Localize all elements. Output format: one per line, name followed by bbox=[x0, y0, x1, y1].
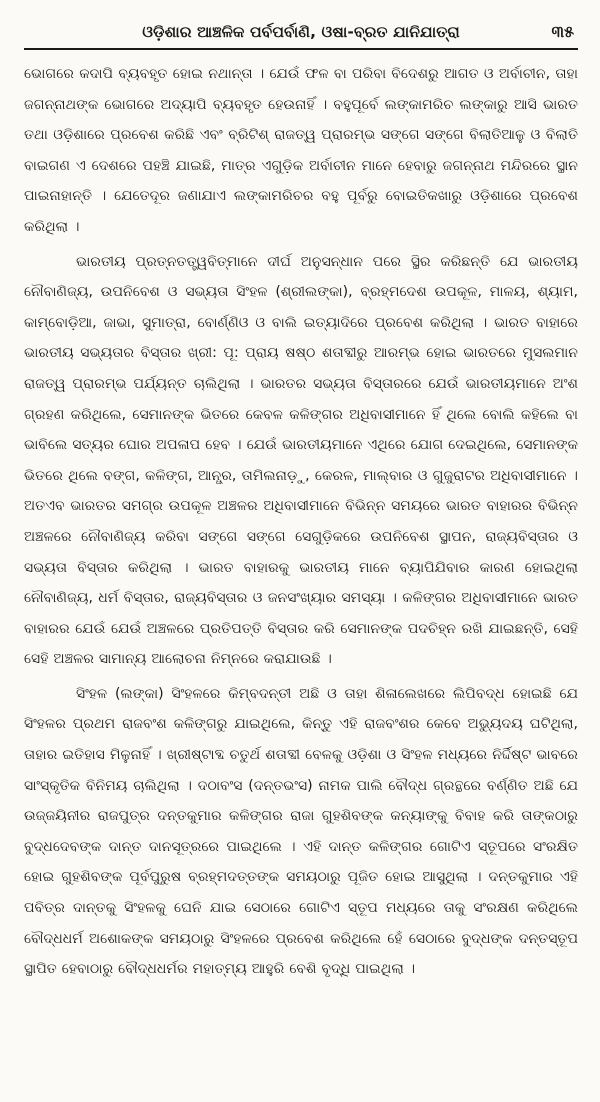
header-title: ଓଡ଼ିଶାର ଆଞ୍ଚଳିକ ପର୍ବପର୍ବାଣି, ଓଷା-ବ୍ରତ ଯାନିଯାତ୍ରା bbox=[142, 23, 460, 41]
paragraph-1: ଭୋଗରେ କଦାପି ବ୍ୟବହୃତ ହୋଇ ନଥାନ୍ତା । ଯେଉଁ ଫଳ ବା ପରିବା ବିଦେଶରୁ ଆଗତ ଓ ଅର୍ବାଚୀନ, ତାହା ଜଗନ୍ନାଥଙ୍କ ଭୋଗରେ ଅଦ୍ୟାପି ବ୍ୟବହୃତ ହେଉନାହିଁ । ବହୁପୂର୍ବେ ଲଙ୍କାମରିଚ ଲଙ୍କାରୁ ଆସି ଭାରତ ତଥା ଓଡ଼ିଶାରେ ପ୍ରବେଶ କରିଛି ଏବଂ ବ୍ରିଟିଶ୍ ରାଜତ୍ୱ ପ୍ରାରମ୍ଭ ସଙ୍ଗେ ସଙ୍ଗେ ବିଲାତିଆଳୁ ଓ ବିଲାତି ବାଇଗଣ ଏ ଦେଶରେ ପହଞ୍ଚି ଯାଇଛି, ମାତ୍ର ଏଗୁଡ଼ିକ ଅର୍ବାଚୀନ ମାନେ ହେବାରୁ ଜଗନ୍ନାଥ ମନ୍ଦିରରେ ସ୍ଥାନ ପାଇନାହାନ୍ତି । ଯେତେଦୂର ଜଣାଯାଏ ଲଙ୍କାମରିଚର ବହୁ ପୂର୍ବରୁ ବୋଇତିକଖାରୁ ଓଡ଼ିଶାରେ ପ୍ରବେଶ କରିଥିଲା । bbox=[24, 66, 578, 235]
paragraph-3: ସିଂହଳ (ଲଙ୍କା) ସିଂହଳରେ କିମ୍ବଦନ୍ତୀ ଅଛି ଓ ତାହା ଶିଳାଲେଖରେ ଲିପିବଦ୍ଧ ହୋଇଛି ଯେ ସିଂହଳର ପ୍ରଥମ ରାଜବଂଶ କଳିଙ୍ଗରୁ ଯାଇଥିଲେ, କିନ୍ତୁ ଏହି ରାଜବଂଶର କେବେ ଅଭ୍ୟୁଦୟ ଘଟିଥିଲା, ତାହାର ଇତିହାସ ମିଳୁନାହିଁ । ଖ୍ରୀଷ୍ଟାବ୍ଦ ଚତୁର୍ଥ ଶତାବ୍ଦୀ ବେଳକୁ ଓଡ଼ିଶା ଓ ସିଂହଳ ମଧ୍ୟରେ ନିର୍ଦ୍ଦିଷ୍ଟ ଭାବରେ ସାଂସ୍କୃତିକ ବିନିମୟ ଚାଲିଥିଲା । ଦଠାବଂସ (ଦନ୍ତଭଂସ) ନାମକ ପାଲି ବୌଦ୍ଧ ଗ୍ରନ୍ଥରେ ବର୍ଣ୍ଣିତ ଅଛି ଯେ ଉଜ୍ଜୟିନୀର ରାଜପୁତ୍ର ଦନ୍ତକୁମାର କଳିଙ୍ଗର ରାଜା ଗୁହଶିବଙ୍କ କନ୍ୟାଙ୍କୁ ବିବାହ କରି ତାଙ୍କଠାରୁ ବୁଦ୍ଧଦେବଙ୍କ ଦାନ୍ତ ଦାନସୂତ୍ରରେ ପାଇଥିଲେ । ଏହି ଦାନ୍ତ କଳିଙ୍ଗର ଗୋଟିଏ ସ୍ତୂପରେ ସଂରକ୍ଷିତ ହୋଇ ଗୁହଶିବଙ୍କ ପୂର୍ବପୁରୁଷ ବ୍ରହ୍ମଦତ୍ତଙ୍କ ସମୟଠାରୁ ପୂଜିତ ହୋଇ ଆସୁଥିଲା । ଦନ୍ତକୁମାର ଏହି ପବିତ୍ର ଦାନ୍ତକୁ ସିଂହଳକୁ ଘେନି ଯାଇ ସେଠାରେ ଗୋଟିଏ ସ୍ତୂପ ମଧ୍ୟରେ ତାକୁ ସଂରକ୍ଷଣ କରିଥିଲେ ବୌଦ୍ଧଧର୍ମ ଅଶୋକଙ୍କ ସମୟଠାରୁ ସିଂହଳରେ ପ୍ରବେଶ କରିଥିଲେ ହେଁ ସେଠାରେ ବୁଦ୍ଧଙ୍କ ଦନ୍ତସ୍ତୂପ ସ୍ଥାପିତ ହେବାଠାରୁ ବୌଦ୍ଧଧର୍ମର ମହାତ୍ମ୍ୟ ଆହୁରି ବେଶି ବୃଦ୍ଧି ପାଇଥିଲା । bbox=[24, 685, 578, 978]
paragraph-2: ଭାରତୀୟ ପ୍ରତ୍ନତତ୍ତ୍ୱବିତ୍‌ମାନେ ଦୀର୍ଘ ଅନୁସନ୍ଧାନ ପରେ ସ୍ଥିର କରିଛନ୍ତି ଯେ ଭାରତୀୟ ନୌବାଣିଜ୍ୟ, ଉପନିବେଶ ଓ ସଭ୍ୟତା ସିଂହଳ (ଶ୍ରୀଲଙ୍କା), ବ୍ରହ୍ମଦେଶ ଉପକୂଳ, ମାଳୟ, ଶ୍ୟାମ, କାମ୍ବୋଡ଼ିଆ, ଜାଭା, ସୁମାତ୍ରା, ବୋର୍ଣ୍ଣିଓ ଓ ବାଲି ଇତ୍ୟାଦିରେ ପ୍ରବେଶ କରିଥିଲା । ଭାରତ ବାହାରେ ଭାରତୀୟ ସଭ୍ୟତାର ବିସ୍ତାର ଖ୍ରୀ: ପୂ: ପ୍ରାୟ ଷଷ୍ଠ ଶତାବ୍ଦୀରୁ ଆରମ୍ଭ ହୋଇ ଭାରତରେ ମୁସଲମାନ ରାଜତ୍ୱ ପ୍ରାରମ୍ଭ ପର୍ଯ୍ୟନ୍ତ ଚାଲିଥିଲା । ଭାରତର ସଭ୍ୟତା ବିସ୍ତାରରେ ଯେଉଁ ଭାରତୀୟମାନେ ଅଂଶ ଗ୍ରହଣ କରିଥିଲେ, ସେମାନଙ୍କ ଭିତରେ କେବଳ କଳିଙ୍ଗର ଅଧିବାସୀମାନେ ହିଁ ଥିଲେ ବୋଲି କହିଲେ ବା ଭାବିଲେ ସତ୍ୟର ଘୋର ଅପଳାପ ହେବ । ଯେଉଁ ଭାରତୀୟମାନେ ଏଥିରେ ଯୋଗ ଦେଇଥିଲେ, ସେମାନଙ୍କ ଭିତରେ ଥିଲେ ବଙ୍ଗ, କଳିଙ୍ଗ, ଆନ୍ଧ୍ର, ତାମିଲନାଡ଼ୁ, କେରଳ, ମାଲ୍‌ବାର ଓ ଗୁଜୁରାଟର ଅଧିବାସୀମାନେ । ଅତଏବ ଭାରତର ସମଗ୍ର ଉପକୂଳ ଅଞ୍ଚଳର ଅଧିବାସୀମାନେ ବିଭିନ୍ନ ସମୟରେ ଭାରତ ବାହାରର ବିଭିନ୍ନ ଅଞ୍ଚଳରେ ନୌବାଣିଜ୍ୟ କରିବା ସଙ୍ଗେ ସଙ୍ଗେ ସେଗୁଡ଼ିକରେ ଉପନିବେଶ ସ୍ଥାପନ, ରାଜ୍ୟବିସ୍ତାର ଓ ସଭ୍ୟତା ବିସ୍ତାର କରିଥିଲା । ଭାରତ ବାହାରକୁ ଭାରତୀୟ ମାନେ ବ୍ୟାପିଯିବାର କାରଣ ହୋଇଥିଲା ନୌବାଣିଜ୍ୟ, ଧର୍ମ ବିସ୍ତାର, ରାଜ୍ୟବିସ୍ତାର ଓ ଜନସଂଖ୍ୟାର ସମସ୍ୟା । କଳିଙ୍ଗର ଅଧିବାସୀମାନେ ଭାରତ ବାହାରର ଯେଉଁ ଯେଉଁ ଅଞ୍ଚଳରେ ପ୍ରତିପତ୍ତି ବିସ୍ତାର କରି ସେମାନଙ୍କ ପଦଚିହ୍ନ ରଖି ଯାଇଛନ୍ତି, ସେହି ସେହି ଅଞ୍ଚଳର ସାମାନ୍ୟ ଆଲୋଚନା ନିମ୍ନରେ କରାଯାଉଛି । bbox=[24, 253, 578, 668]
page-number: ୩୫ bbox=[551, 22, 574, 41]
page-body bbox=[24, 59, 578, 985]
running-header bbox=[24, 6, 578, 50]
